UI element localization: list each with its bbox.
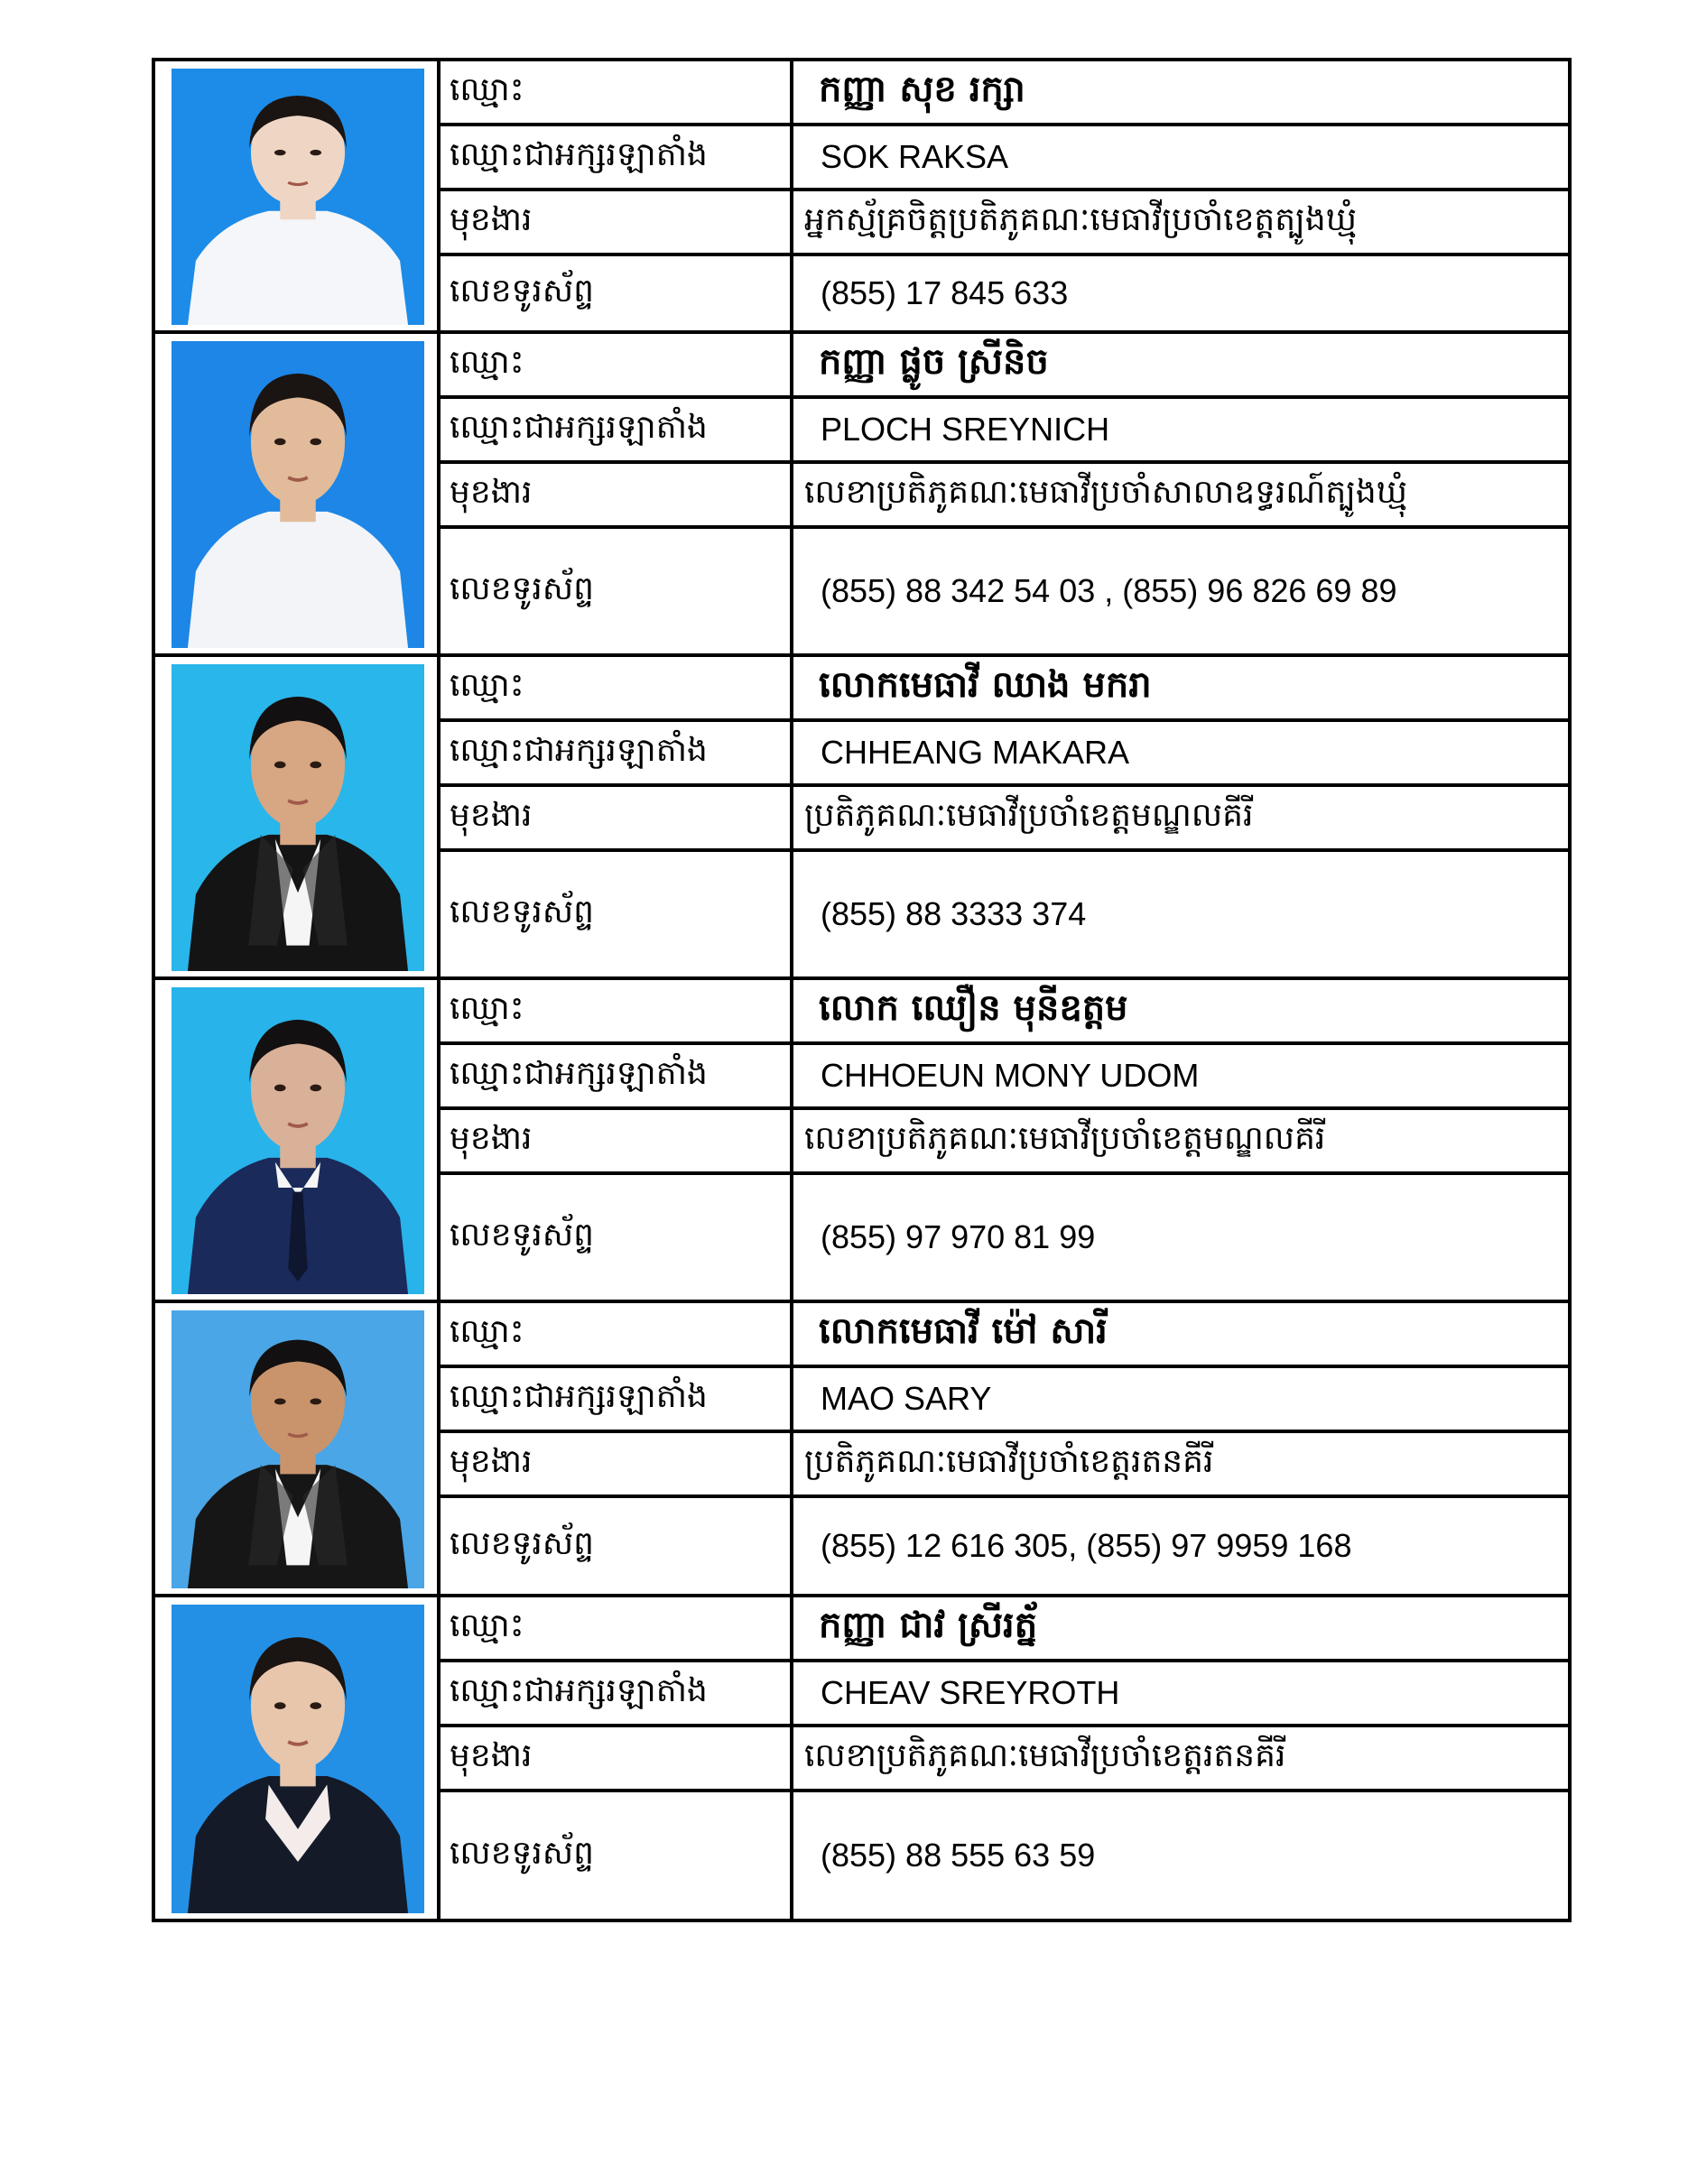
phone-label: លេខទូរស័ព្ទ [439, 527, 792, 655]
staff-directory-table [152, 58, 1572, 1922]
position-label: មុខងារ [439, 1431, 792, 1496]
person-latin-name: MAO SARY [792, 1366, 1570, 1431]
person-latin-name: CHHOEUN MONY UDOM [792, 1043, 1570, 1108]
name-label: ឈ្មោះ [439, 60, 792, 125]
phone-label: លេខទូរស័ព្ទ [439, 850, 792, 978]
person-latin-name: PLOCH SREYNICH [792, 397, 1570, 462]
person-latin-name: SOK RAKSA [792, 125, 1570, 190]
person-photo-cell [153, 60, 439, 332]
phone-label: លេខទូរស័ព្ទ [439, 1791, 792, 1920]
person-khmer-name: កញ្ញា ផ្លូច ស្រីនិច [792, 332, 1570, 397]
latin-name-label: ឈ្មោះជាអក្សរឡាតាំង [439, 1043, 792, 1108]
person-photo-cell [153, 1596, 439, 1920]
person-name-row [153, 978, 1570, 1043]
person-latin-name: CHHEANG MAKARA [792, 720, 1570, 785]
latin-name-label: ឈ្មោះជាអក្សរឡាតាំង [439, 1366, 792, 1431]
portrait-photo-icon [172, 987, 424, 1294]
person-photo [172, 341, 424, 648]
person-photo [172, 1310, 424, 1588]
person-photo [172, 69, 424, 325]
person-photo [172, 987, 424, 1294]
person-position: អ្នកស្ម័គ្រចិត្តប្រតិភូគណៈមេធាវីប្រចាំខេត្តត្បូងឃ្មុំ [792, 190, 1570, 254]
portrait-photo-icon [172, 664, 424, 971]
latin-name-label: ឈ្មោះជាអក្សរឡាតាំង [439, 125, 792, 190]
name-label: ឈ្មោះ [439, 1596, 792, 1661]
person-khmer-name: លោកមេធាវី ម៉ៅ សារី [792, 1301, 1570, 1366]
name-label: ឈ្មោះ [439, 655, 792, 720]
position-label: មុខងារ [439, 1726, 792, 1791]
person-phone: (855) 88 3333 374 [792, 850, 1570, 978]
person-khmer-name: លោក ឈឿន មុនីឧត្តម [792, 978, 1570, 1043]
name-label: ឈ្មោះ [439, 1301, 792, 1366]
phone-label: លេខទូរស័ព្ទ [439, 254, 792, 332]
phone-label: លេខទូរស័ព្ទ [439, 1173, 792, 1301]
person-phone: (855) 17 845 633 [792, 254, 1570, 332]
phone-label: លេខទូរស័ព្ទ [439, 1496, 792, 1596]
person-photo-cell [153, 1301, 439, 1596]
person-position: លេខាប្រតិភូគណៈមេធាវីប្រចាំខេត្តមណ្ឌលគីរី [792, 1108, 1570, 1173]
portrait-photo-icon [172, 341, 424, 648]
person-khmer-name: កញ្ញា ជាវ ស្រីរត្ន័ [792, 1596, 1570, 1661]
portrait-photo-icon [172, 1310, 424, 1588]
person-photo [172, 664, 424, 971]
name-label: ឈ្មោះ [439, 332, 792, 397]
person-phone: (855) 97 970 81 99 [792, 1173, 1570, 1301]
latin-name-label: ឈ្មោះជាអក្សរឡាតាំង [439, 720, 792, 785]
person-position: លេខាប្រតិភូគណៈមេធាវីប្រចាំខេត្តរតនគីរី [792, 1726, 1570, 1791]
person-name-row [153, 332, 1570, 397]
position-label: មុខងារ [439, 1108, 792, 1173]
latin-name-label: ឈ្មោះជាអក្សរឡាតាំង [439, 397, 792, 462]
person-name-row [153, 1301, 1570, 1366]
person-khmer-name: កញ្ញា សុខ រក្សា [792, 60, 1570, 125]
latin-name-label: ឈ្មោះជាអក្សរឡាតាំង [439, 1661, 792, 1726]
person-photo-cell [153, 978, 439, 1301]
person-photo-cell [153, 655, 439, 978]
position-label: មុខងារ [439, 785, 792, 850]
person-photo [172, 1605, 424, 1913]
person-phone: (855) 88 342 54 03 , (855) 96 826 69 89 [792, 527, 1570, 655]
name-label: ឈ្មោះ [439, 978, 792, 1043]
person-position: លេខាប្រតិភូគណៈមេធាវីប្រចាំសាលាឧទ្ធរណ៍ត្បូងឃ្មុំ [792, 462, 1570, 527]
person-name-row [153, 655, 1570, 720]
person-phone: (855) 88 555 63 59 [792, 1791, 1570, 1920]
portrait-photo-icon [172, 69, 424, 325]
person-latin-name: CHEAV SREYROTH [792, 1661, 1570, 1726]
person-position: ប្រតិភូគណៈមេធាវីប្រចាំខេត្តមណ្ឌលគីរី [792, 785, 1570, 850]
person-phone: (855) 12 616 305, (855) 97 9959 168 [792, 1496, 1570, 1596]
person-khmer-name: លោកមេធាវី ឈាង មករា [792, 655, 1570, 720]
position-label: មុខងារ [439, 462, 792, 527]
portrait-photo-icon [172, 1605, 424, 1913]
directory-body [153, 60, 1570, 1920]
person-name-row [153, 1596, 1570, 1661]
person-position: ប្រតិភូគណៈមេធាវីប្រចាំខេត្តរតនគីរី [792, 1431, 1570, 1496]
person-photo-cell [153, 332, 439, 655]
position-label: មុខងារ [439, 190, 792, 254]
person-name-row [153, 60, 1570, 125]
